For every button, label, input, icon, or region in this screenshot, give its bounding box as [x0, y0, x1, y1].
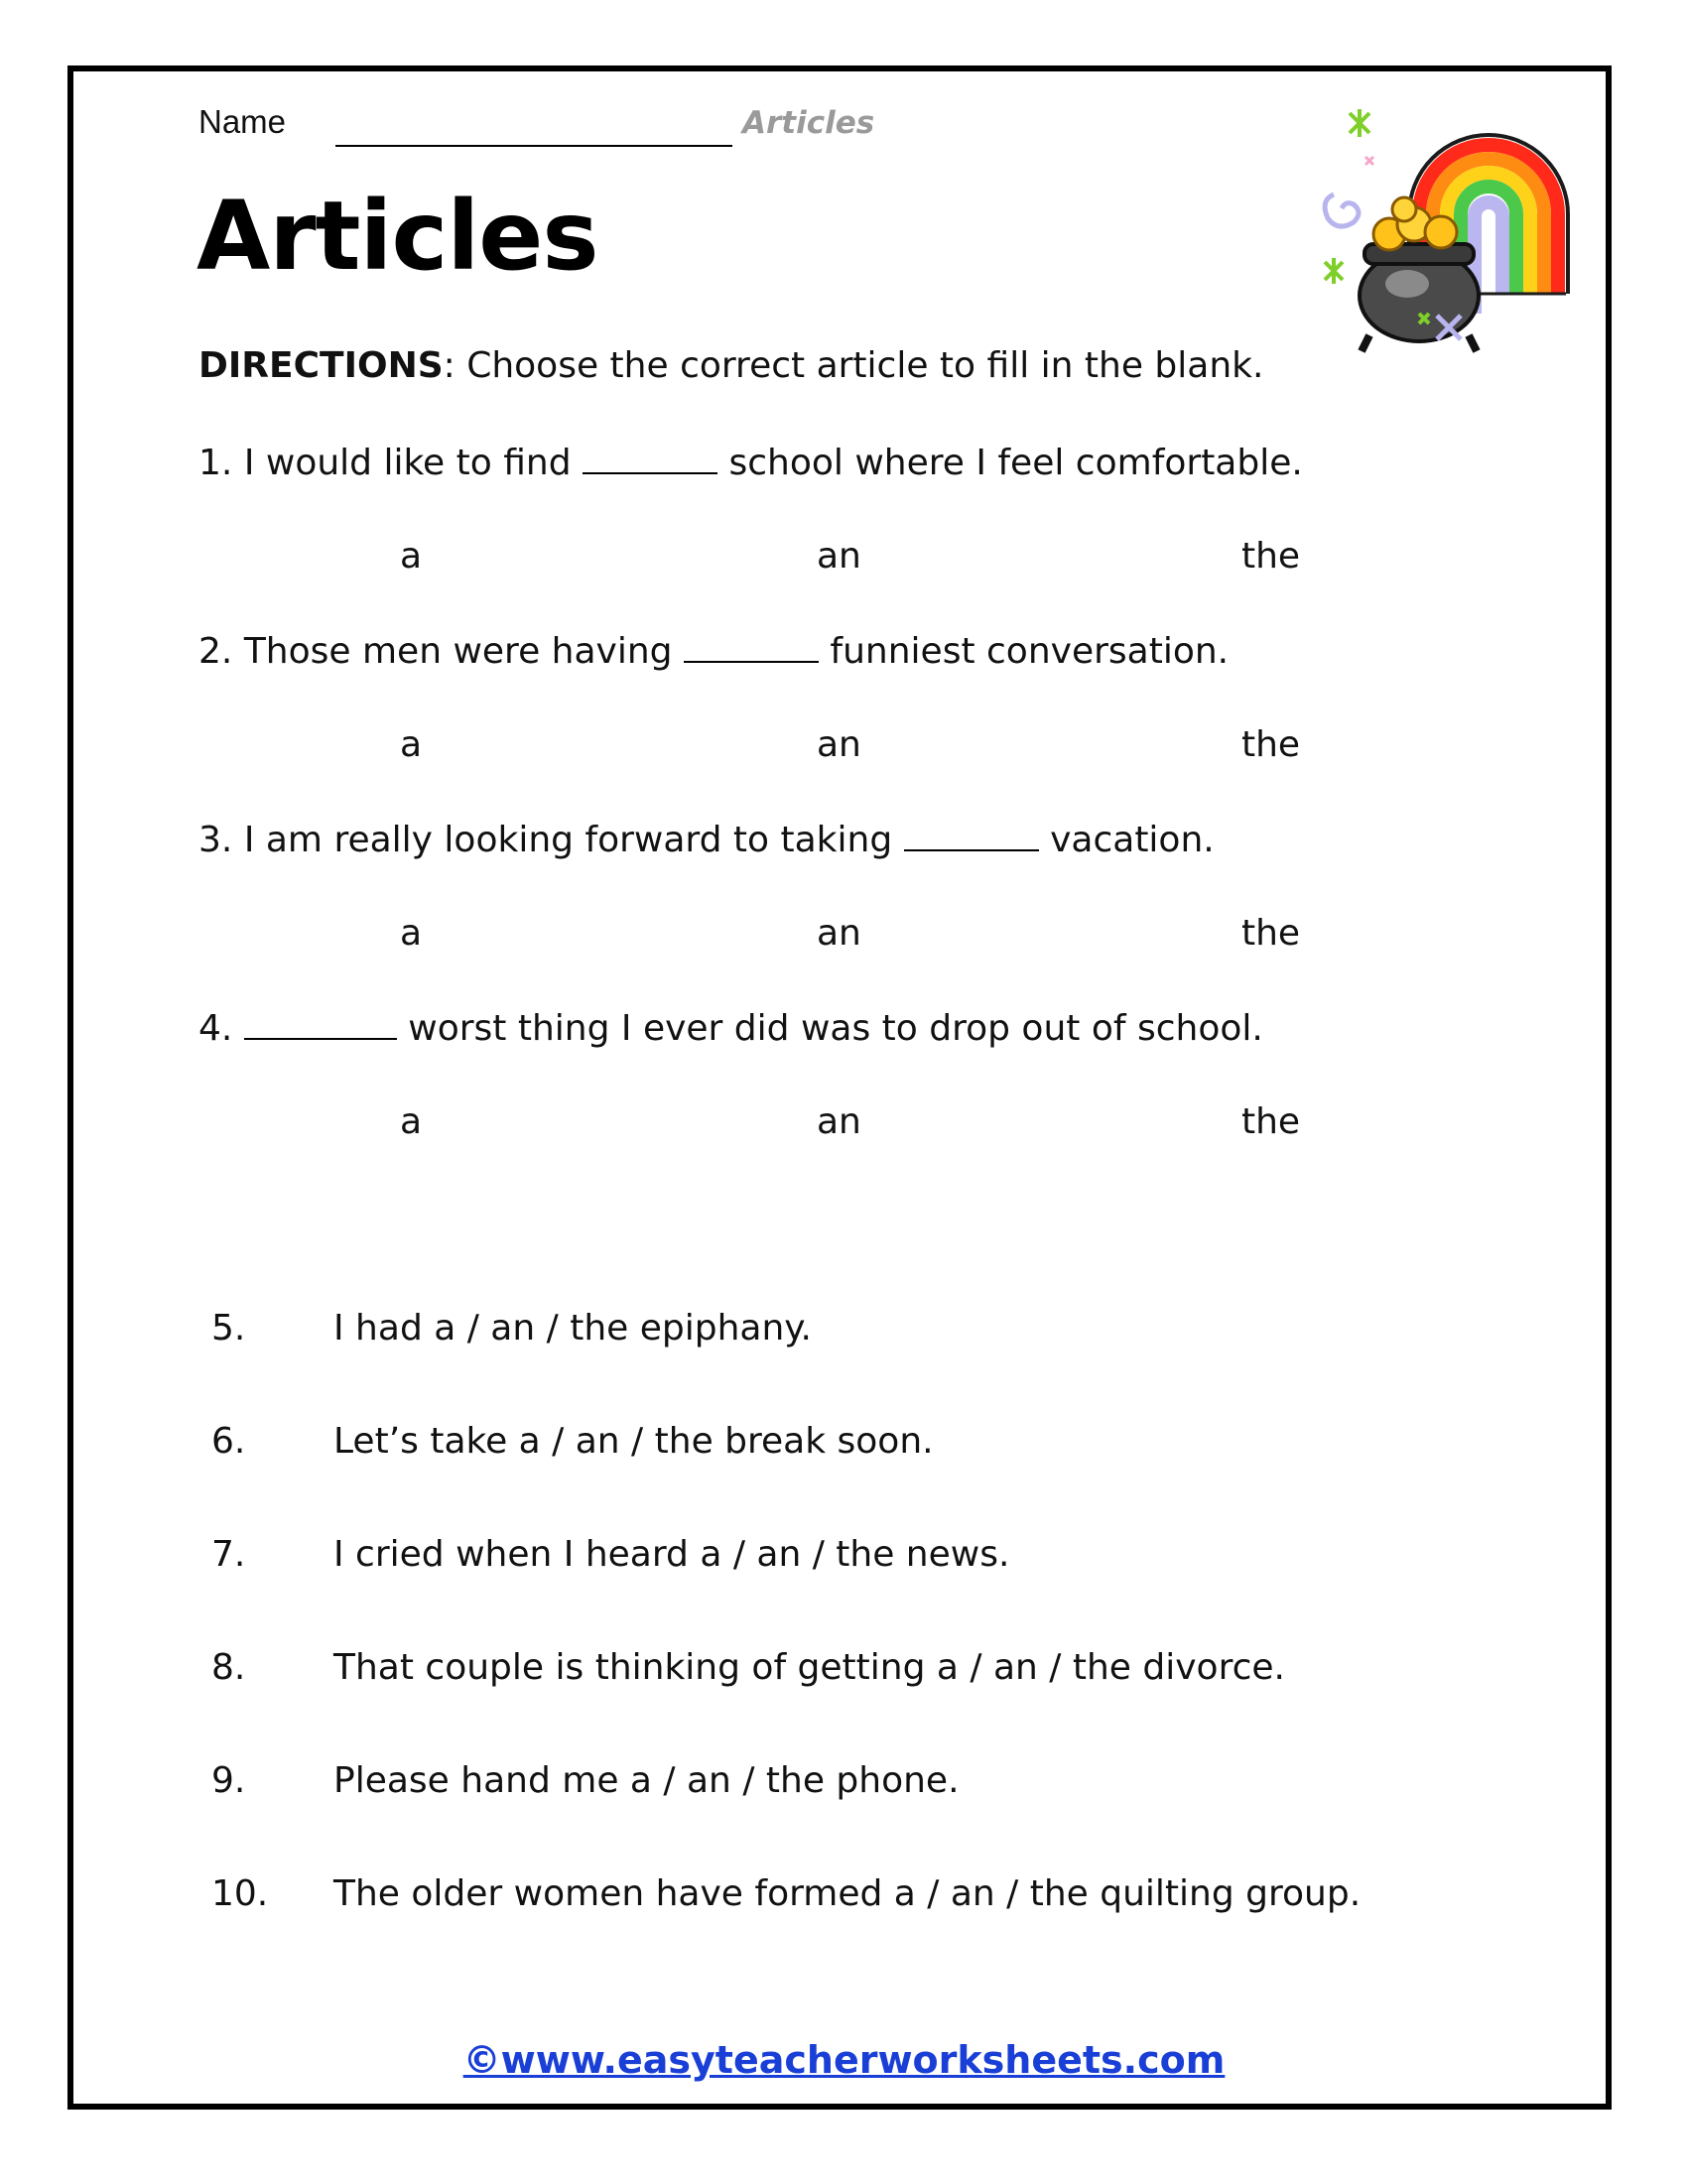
option-a[interactable]: a — [400, 1101, 423, 1142]
directions — [198, 345, 1263, 386]
option-a[interactable]: a — [400, 724, 423, 765]
option-the[interactable]: the — [1241, 724, 1301, 765]
list-item-number: 8. — [211, 1647, 246, 1688]
directions-text: : Choose the correct article to fill in the blank. — [443, 345, 1264, 386]
question-text-after: worst thing I ever did was to drop out of school. — [408, 1008, 1263, 1049]
option-an[interactable]: an — [817, 1101, 861, 1142]
option-the[interactable]: the — [1241, 536, 1301, 577]
list-item-text: Please hand me a / an / the phone. — [333, 1760, 960, 1801]
question-text-after: funniest conversation. — [830, 631, 1230, 672]
list-item-text: I cried when I heard a / an / the news. — [333, 1534, 1010, 1575]
list-item-text: The older women have formed a / an / the quilting group. — [333, 1873, 1362, 1914]
option-an[interactable]: an — [817, 724, 861, 765]
name-field[interactable] — [335, 145, 732, 147]
list-item-number: 5. — [211, 1308, 246, 1349]
footer-link[interactable]: ©www.easyteacherworksheets.com — [462, 2038, 1226, 2082]
option-a[interactable]: a — [400, 536, 423, 577]
question-1 — [198, 443, 1303, 483]
question-text-before: Those men were having — [243, 631, 673, 672]
question-number: 1. — [198, 443, 233, 483]
question-text-before: I would like to find — [243, 443, 572, 483]
question-3 — [198, 820, 1215, 860]
question-number: 4. — [198, 1008, 233, 1049]
page-title: Articles — [196, 181, 598, 292]
answer-blank[interactable] — [583, 445, 717, 474]
name-label: Name — [198, 103, 287, 140]
question-number: 2. — [198, 631, 233, 672]
answer-blank[interactable] — [904, 822, 1039, 851]
list-item-text: Let’s take a / an / the break soon. — [333, 1421, 934, 1462]
question-text-after: vacation. — [1050, 820, 1215, 860]
question-2 — [198, 631, 1229, 672]
list-item-number: 6. — [211, 1421, 246, 1462]
option-the[interactable]: the — [1241, 1101, 1301, 1142]
list-item-number: 7. — [211, 1534, 246, 1575]
header-subject: Articles — [742, 105, 875, 141]
directions-label: DIRECTIONS — [198, 345, 444, 386]
list-item-text: I had a / an / the epiphany. — [333, 1308, 812, 1349]
question-4 — [198, 1008, 1263, 1049]
list-item-text: That couple is thinking of getting a / an / the divorce. — [333, 1647, 1285, 1688]
answer-blank[interactable] — [244, 1010, 397, 1040]
question-text-after: school where I feel comfortable. — [728, 443, 1303, 483]
option-an[interactable]: an — [817, 536, 861, 577]
list-item-number: 9. — [211, 1760, 246, 1801]
question-number: 3. — [198, 820, 233, 860]
option-an[interactable]: an — [817, 913, 861, 954]
option-the[interactable]: the — [1241, 913, 1301, 954]
question-text-before: I am really looking forward to taking — [243, 820, 893, 860]
answer-blank[interactable] — [684, 633, 819, 663]
rainbow-pot-of-gold-icon — [1290, 85, 1588, 353]
list-item-number: 10. — [211, 1873, 269, 1914]
option-a[interactable]: a — [400, 913, 423, 954]
